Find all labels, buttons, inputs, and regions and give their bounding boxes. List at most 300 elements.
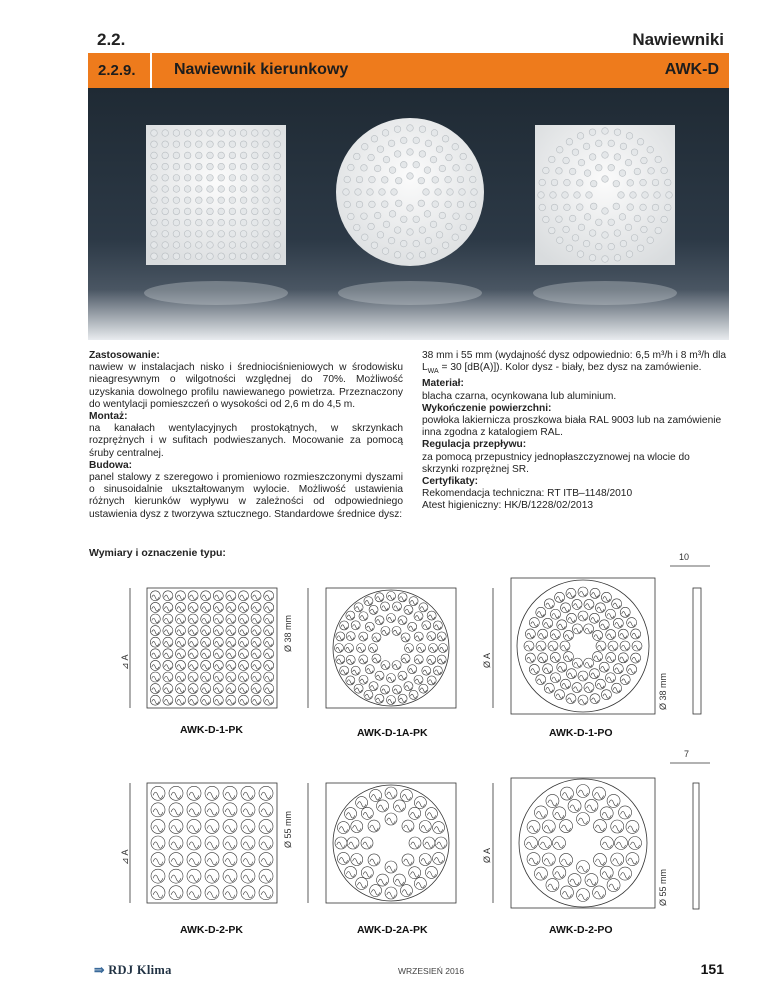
nozzle-outlet [153, 859, 163, 865]
nozzle-outlet [562, 793, 571, 799]
nozzle [226, 684, 236, 694]
nozzle-outlet [164, 665, 171, 670]
photo-nozzle [229, 208, 236, 215]
nozzle-outlet [565, 656, 572, 661]
nozzle [613, 664, 623, 674]
photo-nozzle [608, 219, 615, 226]
photo-nozzle [274, 231, 281, 238]
photo-nozzle [377, 146, 384, 153]
nozzle-outlet [609, 800, 618, 806]
photo-nozzle [263, 130, 270, 137]
nozzle-outlet [261, 875, 271, 881]
photo-nozzle [151, 253, 158, 260]
nozzle [359, 675, 368, 684]
nozzle-outlet [399, 698, 405, 702]
nozzle [543, 664, 553, 674]
photo-nozzle [637, 138, 644, 145]
nozzle-outlet [341, 625, 347, 629]
photo-nozzle [196, 242, 203, 249]
photo-nozzle [252, 186, 259, 193]
photo-nozzle [564, 204, 571, 211]
nozzle [335, 837, 347, 849]
nozzle-outlet [243, 892, 253, 898]
photo-nozzle [383, 156, 390, 163]
nozzle-outlet [215, 665, 222, 670]
photo-nozzle [151, 208, 158, 215]
photo-nozzle [162, 186, 169, 193]
nozzle [553, 807, 566, 820]
photo-nozzle [556, 168, 563, 175]
nozzle [163, 602, 173, 612]
nozzle [368, 854, 380, 866]
nozzle [150, 672, 160, 682]
photo-nozzle [562, 192, 569, 199]
nozzle [264, 672, 274, 682]
nozzle [555, 592, 565, 602]
nozzle-outlet [585, 628, 592, 633]
nozzle [151, 786, 165, 800]
nozzle [613, 618, 623, 628]
photo-nozzle [445, 201, 452, 208]
nozzle-outlet [153, 842, 163, 848]
nozzle [385, 887, 397, 899]
photo-nozzle [173, 197, 180, 204]
nozzle [409, 597, 418, 606]
nozzle [527, 820, 540, 833]
heading-regulacja: Regulacja przepływu: [422, 439, 527, 451]
nozzle-outlet [531, 669, 538, 674]
photo-nozzle [240, 197, 247, 204]
nozzle-outlet [265, 595, 272, 600]
photo-nozzle [263, 231, 270, 238]
nozzle [264, 695, 274, 705]
nozzle-outlet [215, 699, 222, 704]
nozzle [601, 690, 611, 700]
type-label-2a-pk: AWK-D-2A-PK [357, 924, 428, 936]
nozzle [566, 694, 576, 704]
nozzle [419, 603, 428, 612]
nozzle [550, 609, 560, 619]
nozzle-outlet [404, 859, 412, 864]
nozzle-outlet [171, 792, 181, 798]
nozzle-outlet [595, 859, 604, 865]
photo-nozzle [539, 204, 546, 211]
nozzle [163, 626, 173, 636]
nozzle [433, 822, 445, 834]
nozzle-outlet [570, 879, 579, 885]
photo-nozzle [431, 248, 438, 255]
nozzle-outlet [164, 641, 171, 646]
nozzle [538, 653, 548, 663]
nozzle-outlet [177, 641, 184, 646]
nozzle-outlet [418, 647, 424, 651]
nozzle-outlet [365, 694, 371, 698]
photo-nozzle [618, 192, 625, 199]
nozzle-outlet [153, 809, 163, 815]
round-outline-1-po [517, 580, 649, 712]
type-label-1-po: AWK-D-1-PO [549, 727, 613, 739]
nozzle-outlet [240, 607, 247, 612]
nozzle [560, 820, 573, 833]
nozzle [387, 696, 396, 705]
nozzle [239, 602, 249, 612]
nozzle [529, 664, 539, 674]
nozzle [542, 820, 555, 833]
nozzle-outlet [240, 641, 247, 646]
nozzle-outlet [261, 792, 271, 798]
photo-nozzle [371, 135, 378, 142]
photo-nozzle [240, 130, 247, 137]
nozzle [264, 614, 274, 624]
nozzle [150, 626, 160, 636]
nozzle [550, 652, 560, 662]
nozzle-outlet [348, 659, 354, 663]
nozzle-outlet [225, 842, 235, 848]
nozzle [563, 652, 573, 662]
nozzle [251, 684, 261, 694]
nozzle [241, 786, 255, 800]
nozzle-outlet [363, 842, 371, 847]
nozzle-outlet [243, 859, 253, 865]
photo-nozzle [383, 221, 390, 228]
nozzle-outlet [152, 618, 159, 623]
photo-nozzle [252, 242, 259, 249]
nozzle [251, 637, 261, 647]
photo-nozzle [184, 197, 191, 204]
photo-nozzle [184, 208, 191, 215]
photo-nozzle [369, 201, 376, 208]
photo-nozzle [184, 253, 191, 260]
nozzle [259, 853, 273, 867]
nozzle-outlet [240, 595, 247, 600]
nozzle-outlet [177, 699, 184, 704]
nozzle-outlet [602, 872, 611, 878]
nozzle [337, 852, 349, 864]
nozzle-outlet [370, 686, 376, 690]
nozzle-outlet [552, 614, 559, 619]
nozzle [176, 649, 186, 659]
nozzle [188, 637, 198, 647]
photo-nozzle [551, 179, 558, 186]
nozzle [150, 602, 160, 612]
photo-nozzle [229, 242, 236, 249]
photo-nozzle [207, 163, 214, 170]
nozzle [567, 613, 577, 623]
nozzle-outlet [404, 825, 412, 830]
nozzle [239, 591, 249, 601]
nozzle-outlet [536, 811, 545, 817]
nozzle-outlet [615, 668, 622, 673]
nozzle [336, 655, 345, 664]
nozzle [553, 866, 566, 879]
nozzle [536, 641, 546, 651]
nozzle [239, 660, 249, 670]
nozzle-outlet [429, 680, 435, 684]
nozzle-outlet [265, 676, 272, 681]
nozzle [201, 614, 211, 624]
photo-nozzle [576, 204, 583, 211]
reflection [338, 281, 482, 305]
nozzle [577, 813, 590, 826]
nozzle-outlet [152, 653, 159, 658]
nozzle [593, 820, 606, 833]
photo-nozzle [381, 177, 388, 184]
nozzle [223, 819, 237, 833]
nozzle [381, 626, 390, 635]
nozzle-outlet [529, 826, 538, 832]
nozzle [534, 806, 547, 819]
nozzle-outlet [243, 809, 253, 815]
nozzle-outlet [378, 879, 386, 884]
photo-nozzle [577, 133, 584, 140]
photo-nozzle [453, 213, 460, 220]
photo-nozzle [574, 192, 581, 199]
nozzle-outlet [189, 825, 199, 831]
photo-nozzle [162, 231, 169, 238]
photo-nozzle [423, 189, 430, 196]
dim-nozzle-55-side: Ø 55 mm [658, 868, 668, 906]
nozzle [539, 837, 552, 850]
nozzle-outlet [578, 790, 587, 796]
nozzle-outlet [177, 688, 184, 693]
nozzle-outlet [227, 688, 234, 693]
nozzle-outlet [388, 617, 394, 621]
nozzle [241, 853, 255, 867]
nozzle [347, 837, 359, 849]
nozzle-outlet [227, 630, 234, 635]
nozzle-outlet [376, 675, 382, 679]
photo-nozzle [407, 253, 414, 260]
nozzle-outlet [607, 657, 614, 662]
nozzle [429, 644, 438, 653]
photo-nozzle [274, 208, 281, 215]
photo-nozzle [196, 163, 203, 170]
photo-nozzle [589, 154, 596, 161]
nozzle-outlet [578, 818, 587, 824]
photo-nozzle [608, 164, 615, 171]
nozzle [381, 602, 390, 611]
text-regulacja: za pomocą przepustnicy jednopłaszczyznowej na wlocie do skrzynki rozprężnej SR. [422, 451, 690, 475]
nozzle-outlet [215, 630, 222, 635]
nozzle [525, 653, 535, 663]
nozzle-outlet [171, 859, 181, 865]
nozzle [401, 654, 410, 663]
photo-nozzle [218, 163, 225, 170]
photo-nozzle [435, 189, 442, 196]
nozzle-outlet [367, 626, 373, 630]
nozzle [599, 662, 609, 672]
nozzle-outlet [558, 624, 565, 629]
photo-nozzle [389, 167, 396, 174]
photo-nozzle [460, 153, 467, 160]
nozzle-outlet [594, 656, 601, 661]
photo-nozzle [377, 231, 384, 238]
nozzle [427, 611, 436, 620]
photo-nozzle [207, 197, 214, 204]
nozzle [606, 652, 616, 662]
photo-nozzle [445, 176, 452, 183]
logo-mark: ⇛ [94, 963, 105, 977]
nozzle-outlet [592, 698, 599, 703]
photo-nozzle [382, 248, 389, 255]
nozzle [169, 886, 183, 900]
photo-nozzle [563, 226, 570, 233]
nozzle-outlet [387, 892, 395, 897]
photo-nozzle [274, 163, 281, 170]
photo-nozzle [641, 157, 648, 164]
nozzle-outlet [416, 636, 422, 640]
nozzle-outlet [360, 679, 366, 683]
photo-nozzle [388, 140, 395, 147]
nozzle-outlet [265, 665, 272, 670]
nozzle-outlet [405, 686, 411, 690]
text-nozzle-sizes-sub: WA [427, 368, 439, 376]
nozzle-outlet [529, 858, 538, 864]
photo-nozzle [151, 141, 158, 148]
photo-nozzle [173, 231, 180, 238]
nozzle [213, 602, 223, 612]
nozzle [264, 591, 274, 601]
nozzle-outlet [190, 630, 197, 635]
nozzle-outlet [613, 826, 622, 832]
type-label-2-po: AWK-D-2-PO [549, 924, 613, 936]
nozzle [251, 649, 261, 659]
nozzle-outlet [622, 679, 629, 684]
photo-nozzle [184, 130, 191, 137]
nozzle-outlet [546, 687, 553, 692]
nozzle-outlet [395, 879, 403, 884]
photo-nozzle [162, 242, 169, 249]
nozzle [557, 662, 567, 672]
photo-nozzle [368, 223, 375, 230]
nozzle-outlet [435, 670, 441, 674]
photo-nozzle [602, 152, 609, 159]
nozzle [365, 622, 374, 631]
photo-nozzle [625, 224, 632, 231]
nozzle [422, 666, 431, 675]
nozzle [385, 813, 397, 825]
nozzle [176, 614, 186, 624]
nozzle-outlet [574, 687, 581, 692]
photo-nozzle [457, 201, 464, 208]
nozzle-outlet [215, 641, 222, 646]
nozzle-outlet [202, 699, 209, 704]
nozzle-outlet [552, 634, 559, 639]
nozzle-outlet [574, 662, 581, 667]
nozzle-outlet [538, 645, 545, 650]
photo-nozzle [413, 240, 420, 247]
photo-nozzle [240, 253, 247, 260]
nozzle-outlet [202, 653, 209, 658]
photo-nozzle [207, 231, 214, 238]
nozzle-outlet [353, 859, 361, 864]
nozzle-outlet [225, 875, 235, 881]
photo-nozzle [162, 163, 169, 170]
nozzle [560, 787, 573, 800]
photo-nozzle [626, 251, 633, 258]
text-nozzle-sizes [422, 350, 728, 378]
nozzle-outlet [207, 842, 217, 848]
nozzle [369, 605, 378, 614]
nozzle-outlet [411, 842, 419, 847]
text-zastosowanie: nawiew w instalacjach nisko i średniociśnieniowych w środowisku nieagresywnym o wilgotności względnej do 70%. Możliwość uzyskania dowolnego profilu nawiewanego powietrza. Przeznaczony do wentylacji pomieszczeń o wysokości od 2,6 m do 4,5 m. [89, 362, 403, 410]
photo-nozzle [184, 175, 191, 182]
nozzle-outlet [607, 614, 614, 619]
nozzle [593, 886, 606, 899]
photo-nozzle [218, 152, 225, 159]
nozzle [593, 652, 603, 662]
nozzle [546, 794, 559, 807]
nozzle [385, 861, 397, 873]
nozzle [439, 644, 448, 653]
nozzle-outlet [585, 662, 592, 667]
nozzle-outlet [405, 609, 411, 613]
nozzle-outlet [189, 892, 199, 898]
photo-nozzle [162, 152, 169, 159]
nozzle [561, 679, 571, 689]
nozzle-outlet [578, 894, 587, 900]
nozzle-outlet [370, 647, 376, 651]
nozzle-outlet [152, 607, 159, 612]
nozzle [226, 660, 236, 670]
photo-nozzle [151, 175, 158, 182]
photo-nozzle [425, 237, 432, 244]
text-wykonczenie: powłoka lakiernicza proszkowa biała RAL 9003 lub na zamówienie inna zgodna z katalogiem RAL. [422, 415, 722, 439]
nozzle-outlet [177, 607, 184, 612]
photo-nozzle [263, 186, 270, 193]
nozzle [525, 837, 538, 850]
nozzle [524, 641, 534, 651]
nozzle-outlet [207, 892, 217, 898]
nozzle-outlet [574, 604, 581, 609]
nozzle-outlet [215, 653, 222, 658]
photo-nozzle [162, 219, 169, 226]
nozzle [346, 611, 355, 620]
photo-nozzle [252, 231, 259, 238]
nozzle [150, 649, 160, 659]
nozzle [572, 624, 582, 634]
nozzle-outlet [603, 597, 610, 602]
nozzle [601, 592, 611, 602]
nozzle [223, 786, 237, 800]
photo-nozzle [196, 141, 203, 148]
photo-nozzle [263, 152, 270, 159]
text-material: blacha czarna, ocynkowana lub aluminium. [422, 390, 617, 402]
photo-nozzle [614, 254, 621, 261]
nozzle [585, 799, 598, 812]
nozzle [606, 630, 616, 640]
photo-nozzle [229, 152, 236, 159]
nozzle-outlet [164, 607, 171, 612]
photo-nozzle [348, 164, 355, 171]
nozzle [188, 695, 198, 705]
nozzle [409, 867, 421, 879]
nozzle-outlet [555, 812, 564, 818]
nozzle [557, 620, 567, 630]
nozzle-outlet [265, 699, 272, 704]
photo-nozzle [151, 231, 158, 238]
nozzle-outlet [360, 659, 366, 663]
nozzle [259, 803, 273, 817]
nozzle-outlet [240, 665, 247, 670]
nozzle-outlet [406, 647, 412, 651]
nozzle [188, 684, 198, 694]
photo-nozzle [229, 130, 236, 137]
nozzle-outlet [585, 687, 592, 692]
nozzle [187, 853, 201, 867]
nozzle-outlet [153, 892, 163, 898]
nozzle-outlet [540, 842, 549, 848]
